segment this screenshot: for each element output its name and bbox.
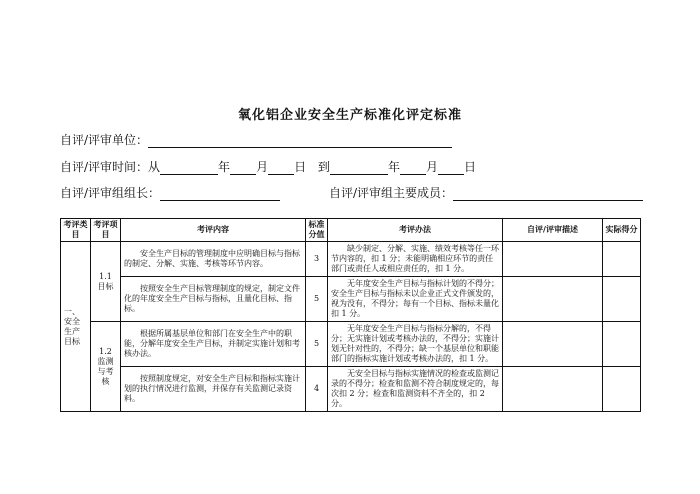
desc-cell[interactable] (503, 367, 603, 412)
table-row (61, 277, 641, 322)
header-method: 考评办法 (328, 219, 503, 242)
header-category: 考评类目 (61, 219, 91, 242)
score-cell: 4 (306, 367, 328, 412)
category-cell: 一、安全生产目标 (61, 242, 91, 412)
to-month-unit: 月 (425, 160, 438, 174)
to-year-blank[interactable] (330, 162, 388, 175)
member-label: 自评/评审组主要成员： (329, 186, 454, 200)
method-cell: 无年度安全生产目标与指标分解的，不得分；无实施计划或考核办法的，不得分；实施计划无针对性的，不得分；缺一个基层单位和职能部门的指标实施计划或考核办法的，扣 1 分。 (328, 322, 503, 367)
evaluation-table (60, 218, 641, 412)
header-score: 标准分值 (306, 219, 328, 242)
table-header-row (61, 219, 641, 242)
actual-cell[interactable] (603, 277, 641, 322)
to-month-blank[interactable] (400, 162, 426, 175)
leader-label: 自评/评审组组长： (60, 186, 161, 200)
item-cell: 1.2 监测与考核 (91, 322, 121, 412)
leader-blank[interactable] (160, 188, 280, 201)
header-desc: 自评/评审描述 (503, 219, 603, 242)
unit-line (60, 131, 452, 148)
actual-cell[interactable] (603, 322, 641, 367)
to-day-unit: 日 (463, 160, 476, 174)
member-blank[interactable] (453, 188, 643, 201)
unit-label: 自评/评审单位： (60, 133, 149, 147)
from-year-blank[interactable] (160, 162, 218, 175)
table-row (61, 242, 641, 277)
table-row (61, 367, 641, 412)
from-month-unit: 月 (256, 160, 269, 174)
desc-cell[interactable] (503, 322, 603, 367)
table-row (61, 322, 641, 367)
to-year-unit: 年 (387, 160, 400, 174)
method-cell: 缺少制定、分解、实施、绩效考核等任一环节内容的，扣 1 分；未能明确相应环节的责任部门或责任人或相应责任的，扣 1 分。 (328, 242, 503, 277)
from-day-unit: 日 (294, 160, 307, 174)
time-line (60, 158, 476, 175)
document-title: 氧化铝企业安全生产标准化评定标准 (237, 108, 462, 123)
from-year-unit: 年 (218, 160, 231, 174)
content-cell: 安全生产目标的管理制度中应明确目标与指标的制定、分解、实施、考核等环节内容。 (121, 242, 306, 277)
method-cell: 无安全目标与指标实施情况的检查或监测记录的不得分；检查和监测不符合制度规定的，每次扣 2 分；检查和监测资料不齐全的，扣 2 分。 (328, 367, 503, 412)
member-line (329, 184, 643, 201)
to-day-blank[interactable] (438, 162, 464, 175)
unit-blank[interactable] (148, 135, 452, 148)
content-cell: 根据所属基层单位和部门在安全生产中的职能，分解年度安全生产目标，并制定实施计划和考核办法。 (121, 322, 306, 367)
score-cell: 5 (306, 322, 328, 367)
actual-cell[interactable] (603, 367, 641, 412)
desc-cell[interactable] (503, 277, 603, 322)
desc-cell[interactable] (503, 242, 603, 277)
score-cell: 3 (306, 242, 328, 277)
score-cell: 5 (306, 277, 328, 322)
content-cell: 按照安全生产目标管理制度的规定，制定文件化的年度安全生产目标与指标，且量化目标、指标。 (121, 277, 306, 322)
to-label: 到 (317, 160, 330, 174)
from-month-blank[interactable] (230, 162, 256, 175)
from-day-blank[interactable] (268, 162, 294, 175)
header-content: 考评内容 (121, 219, 306, 242)
header-actual: 实际得分 (603, 219, 641, 242)
content-cell: 按照制度规定，对安全生产目标和指标实施计划的执行情况进行监测，并保存有关监测记录资料。 (121, 367, 306, 412)
time-label: 自评/评审时间：从 (60, 160, 161, 174)
actual-cell[interactable] (603, 242, 641, 277)
item-cell: 1.1 目标 (91, 242, 121, 322)
method-cell: 无年度安全生产目标与指标计划的不得分；安全生产目标与指标未以企业正式文件颁发的，视为没有，不得分；每有一个目标、指标未量化扣 1 分。 (328, 277, 503, 322)
header-item: 考评项目 (91, 219, 121, 242)
leader-line (60, 184, 280, 201)
